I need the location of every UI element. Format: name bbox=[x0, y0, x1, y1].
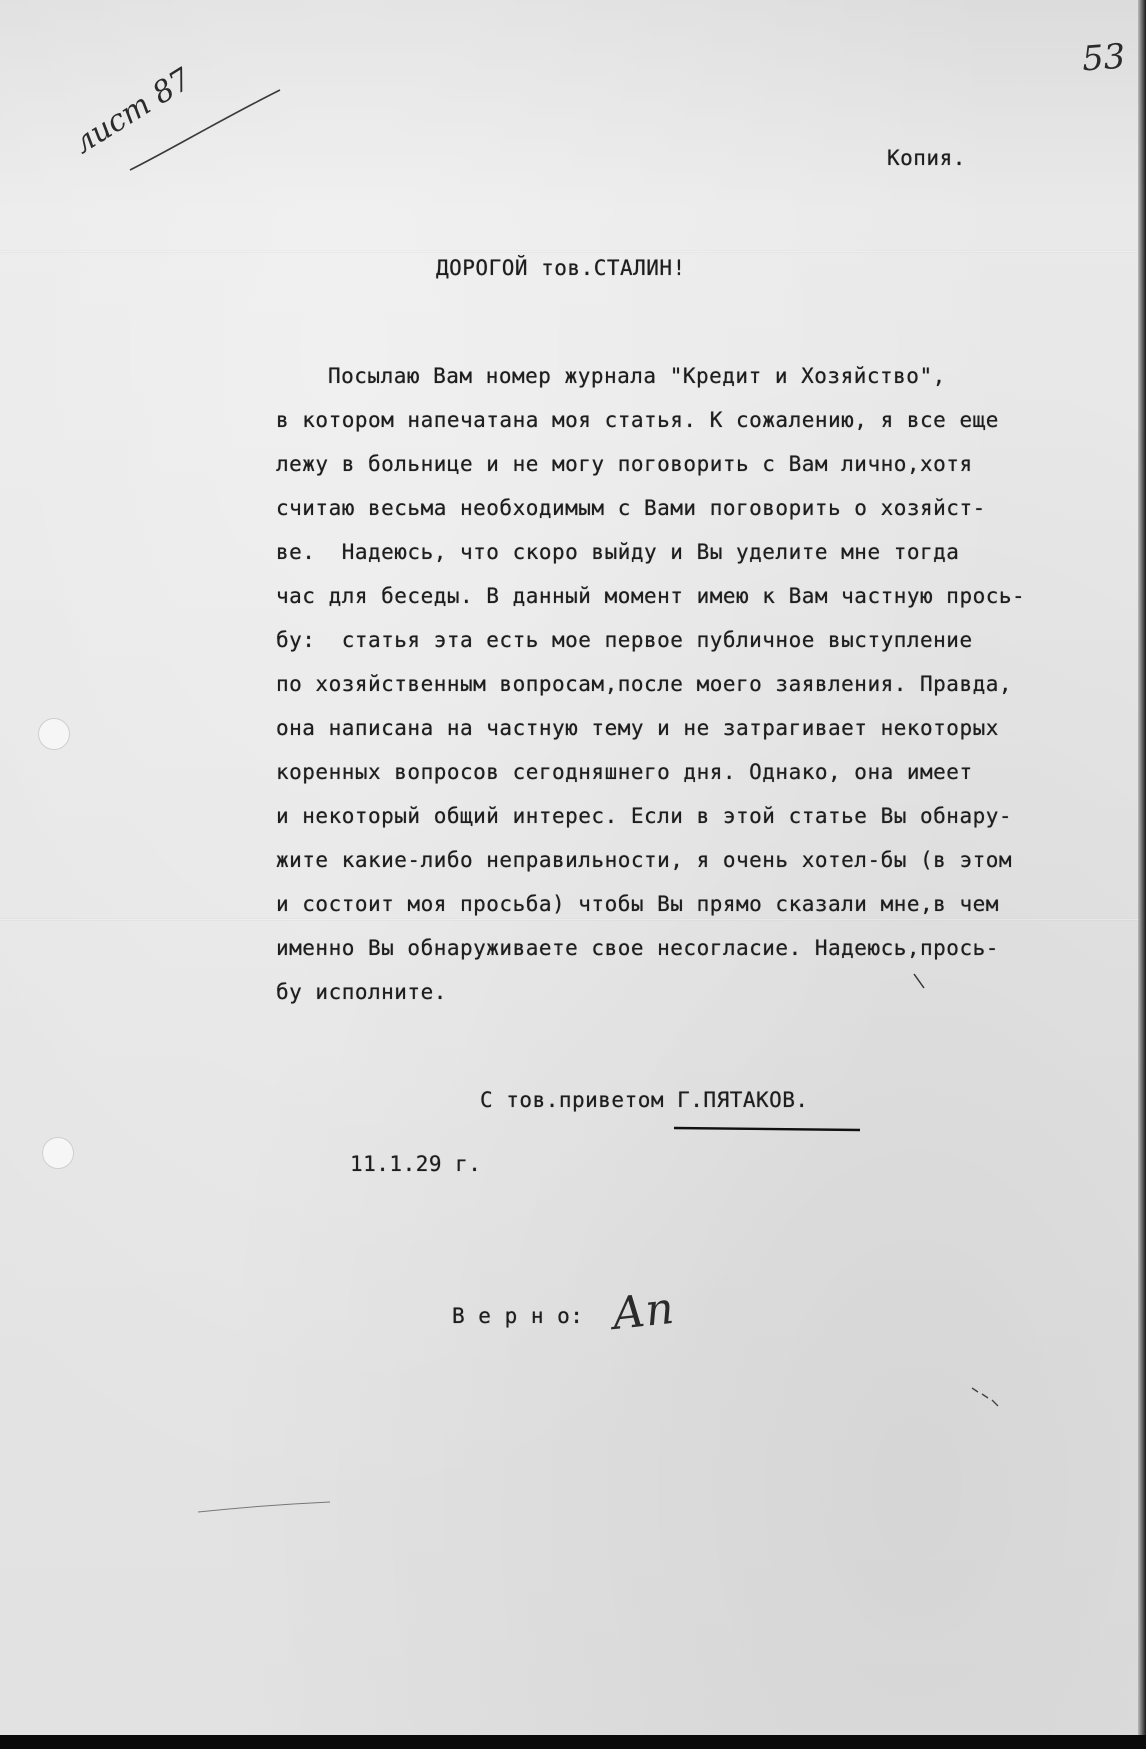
body-line: коренных вопросов сегодняшнего дня. Однако, она имеет bbox=[276, 760, 973, 784]
body-line: в котором напечатана моя статья. К сожалению, я все еще bbox=[276, 408, 999, 432]
body-line: лежу в больнице и не могу поговорить с Вам лично,хотя bbox=[276, 452, 973, 476]
body-line: жите какие-либо неправильности, я очень хотел-бы (в этом bbox=[276, 848, 1013, 872]
body-line: бу исполните. bbox=[276, 980, 447, 1004]
paper-fold bbox=[0, 918, 1146, 921]
closing-signature: С тов.приветом Г.ПЯТАКОВ. bbox=[480, 1088, 809, 1112]
punch-hole bbox=[38, 718, 70, 750]
stray-mark bbox=[912, 972, 932, 992]
copy-label: Копия. bbox=[887, 146, 966, 170]
letter-date: 11.1.29 г. bbox=[350, 1152, 482, 1176]
body-line: бу: статья эта есть мое первое публичное выступление bbox=[276, 628, 973, 652]
paper-fold bbox=[0, 250, 1146, 253]
page-edge bbox=[0, 1735, 1146, 1749]
verified-signature: Ап bbox=[609, 1282, 677, 1341]
body-line: ве. Надеюсь, что скоро выйду и Вы уделите мне тогда bbox=[276, 540, 960, 564]
body-line: считаю весьма необходимым с Вами поговорить о хозяйст- bbox=[276, 496, 986, 520]
signature-underline bbox=[672, 1124, 872, 1134]
archive-mark: лист 87 bbox=[67, 61, 198, 161]
salutation: ДОРОГОЙ тов.СТАЛИН! bbox=[436, 256, 686, 280]
body-line: она написана на частную тему и не затрагивает некоторых bbox=[276, 716, 999, 740]
body-line: именно Вы обнаруживаете свое несогласие. Надеюсь,прось- bbox=[276, 936, 999, 960]
punch-hole bbox=[42, 1137, 74, 1169]
stray-mark bbox=[196, 1498, 336, 1518]
body-line: час для беседы. В данный момент имею к Вам частную прось- bbox=[276, 584, 1026, 608]
body-line: и состоит моя просьба) чтобы Вы прямо сказали мне,в чем bbox=[276, 892, 999, 916]
page-number: 53 bbox=[1080, 36, 1127, 80]
stray-mark bbox=[970, 1384, 1010, 1414]
page-edge bbox=[1138, 0, 1146, 1749]
body-line: и некоторый общий интерес. Если в этой статье Вы обнару- bbox=[276, 804, 1013, 828]
body-line: по хозяйственным вопросам,после моего заявления. Правда, bbox=[276, 672, 1013, 696]
archive-mark-stroke bbox=[120, 70, 300, 190]
body-line: Посылаю Вам номер журнала "Кредит и Хозяйство", bbox=[328, 364, 946, 388]
verified-label: В е р н о: bbox=[452, 1304, 584, 1328]
